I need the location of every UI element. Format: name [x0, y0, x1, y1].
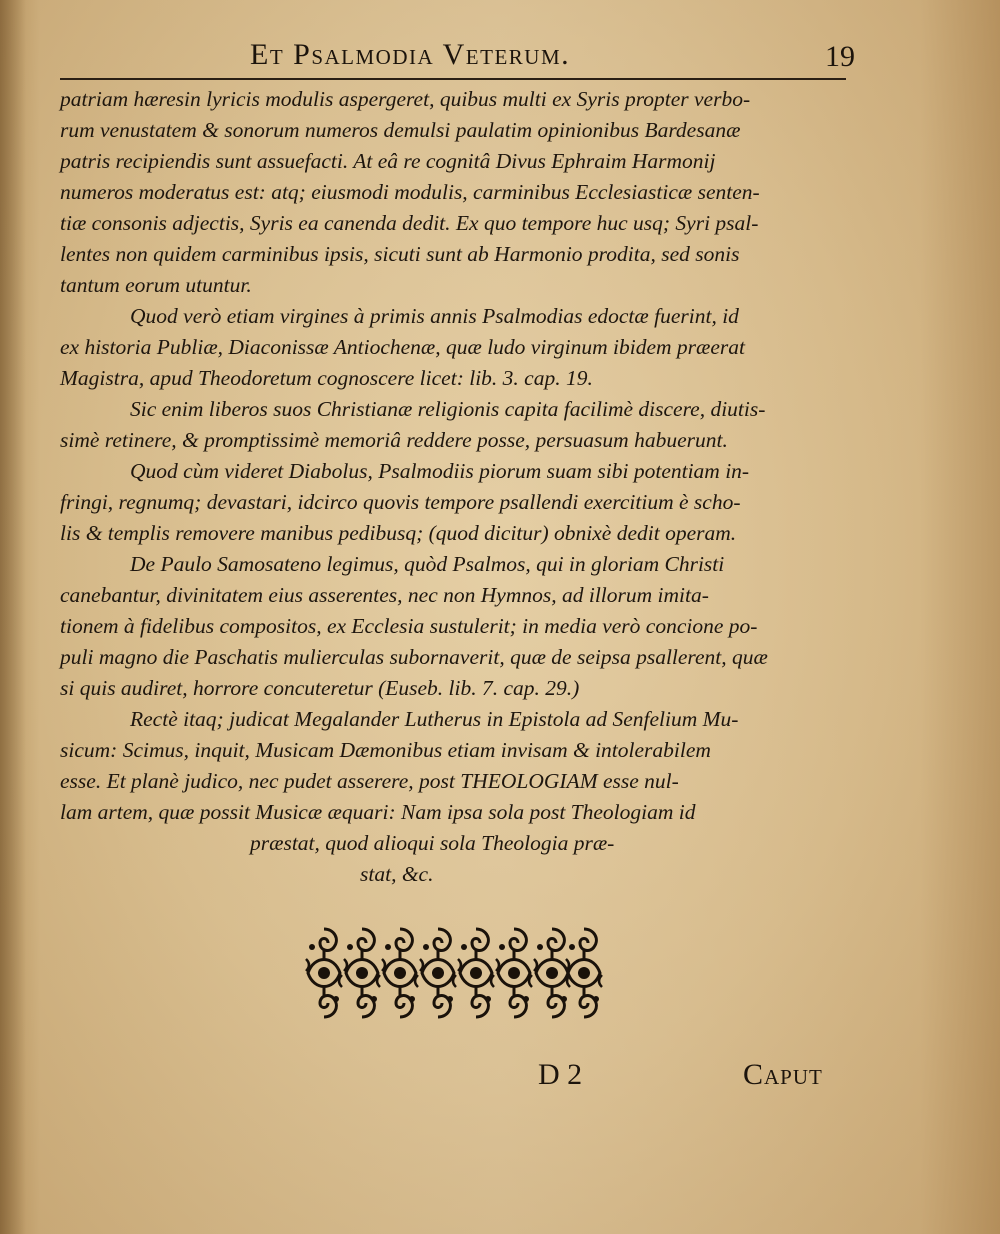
signature-mark: D 2 [538, 1058, 583, 1091]
text-line: tiæ consonis adjectis, Syris ea canenda dedit. Ex quo tempore huc usq; Syri psal- [60, 211, 759, 235]
page-header [60, 34, 860, 82]
text-line: tantum eorum utuntur. [60, 273, 252, 297]
text-line: Magistra, apud Theodoretum cognoscere licet: lib. 3. cap. 19. [60, 366, 593, 390]
text-line: lis & templis removere manibus pedibusq; (quod dicitur) obnixè dedit operam. [60, 521, 737, 545]
text-line: patriam hæresin lyricis modulis aspergeret, quibus multi ex Syris propter verbo- [60, 87, 751, 111]
text-line: lam artem, quæ possit Musicæ æquari: Nam ipsa sola post Theologiam id [60, 800, 696, 824]
printers-fleuron-ornament-icon [300, 925, 604, 1021]
text-line: fringi, regnumq; devastari, idcirco quovis tempore psallendi exercitium è scho- [60, 490, 741, 514]
text-line: sicum: Scimus, inquit, Musicam Dæmonibus etiam invisam & intolerabilem [60, 738, 711, 762]
text-line: simè retinere, & promptissimè memoriâ reddere posse, persuasum habuerunt. [60, 428, 728, 452]
header-rule [60, 78, 846, 80]
text-line: præstat, quod alioqui sola Theologia præ- [250, 831, 615, 855]
text-line: Quod cùm videret Diabolus, Psalmodiis piorum suam sibi potentiam in- [130, 459, 750, 483]
text-line: Sic enim liberos suos Christianæ religionis capita facilimè discere, diutis- [130, 397, 766, 421]
text-line: De Paulo Samosateno legimus, quòd Psalmos, qui in gloriam Christi [130, 552, 725, 576]
text-line: si quis audiret, horrore concuteretur (Euseb. lib. 7. cap. 29.) [60, 676, 580, 700]
text-line: canebantur, divinitatem eius asserentes, nec non Hymnos, ad illorum imita- [60, 583, 709, 607]
text-line: Rectè itaq; judicat Megalander Lutherus in Epistola ad Senfelium Mu- [130, 707, 739, 731]
text-line: Quod verò etiam virgines à primis annis Psalmodias edoctæ fuerint, id [130, 304, 739, 328]
text-line: stat, &c. [360, 862, 434, 886]
text-line: tionem à fidelibus compositos, ex Ecclesia sustulerit; in media verò concione po- [60, 614, 758, 638]
text-line: rum venustatem & sonorum numeros demulsi paulatim opinionibus Bardesanæ [60, 118, 741, 142]
text-line: puli magno die Paschatis mulierculas subornaverit, quæ de seipsa psallerent, quæ [60, 645, 768, 669]
page-number: 19 [825, 40, 855, 73]
gutter-shadow [0, 0, 26, 1234]
text-line: lentes non quidem carminibus ipsis, sicuti sunt ab Harmonio prodita, sed sonis [60, 242, 740, 266]
text-line: numeros moderatus est: atq; eiusmodi modulis, carminibus Ecclesiasticæ senten- [60, 180, 760, 204]
body-text [60, 84, 860, 890]
catchword: Caput [743, 1058, 823, 1091]
text-line: esse. Et planè judico, nec pudet asserere, post THEOLOGIAM esse nul- [60, 769, 679, 793]
text-line: ex historia Publiæ, Diaconissæ Antiochenæ, quæ ludo virginum ibidem præerat [60, 335, 745, 359]
running-head: Et Psalmodia Veterum. [250, 38, 571, 71]
text-line: patris recipiendis sunt assuefacti. At eâ re cognitâ Divus Ephraim Harmonij [60, 149, 716, 173]
